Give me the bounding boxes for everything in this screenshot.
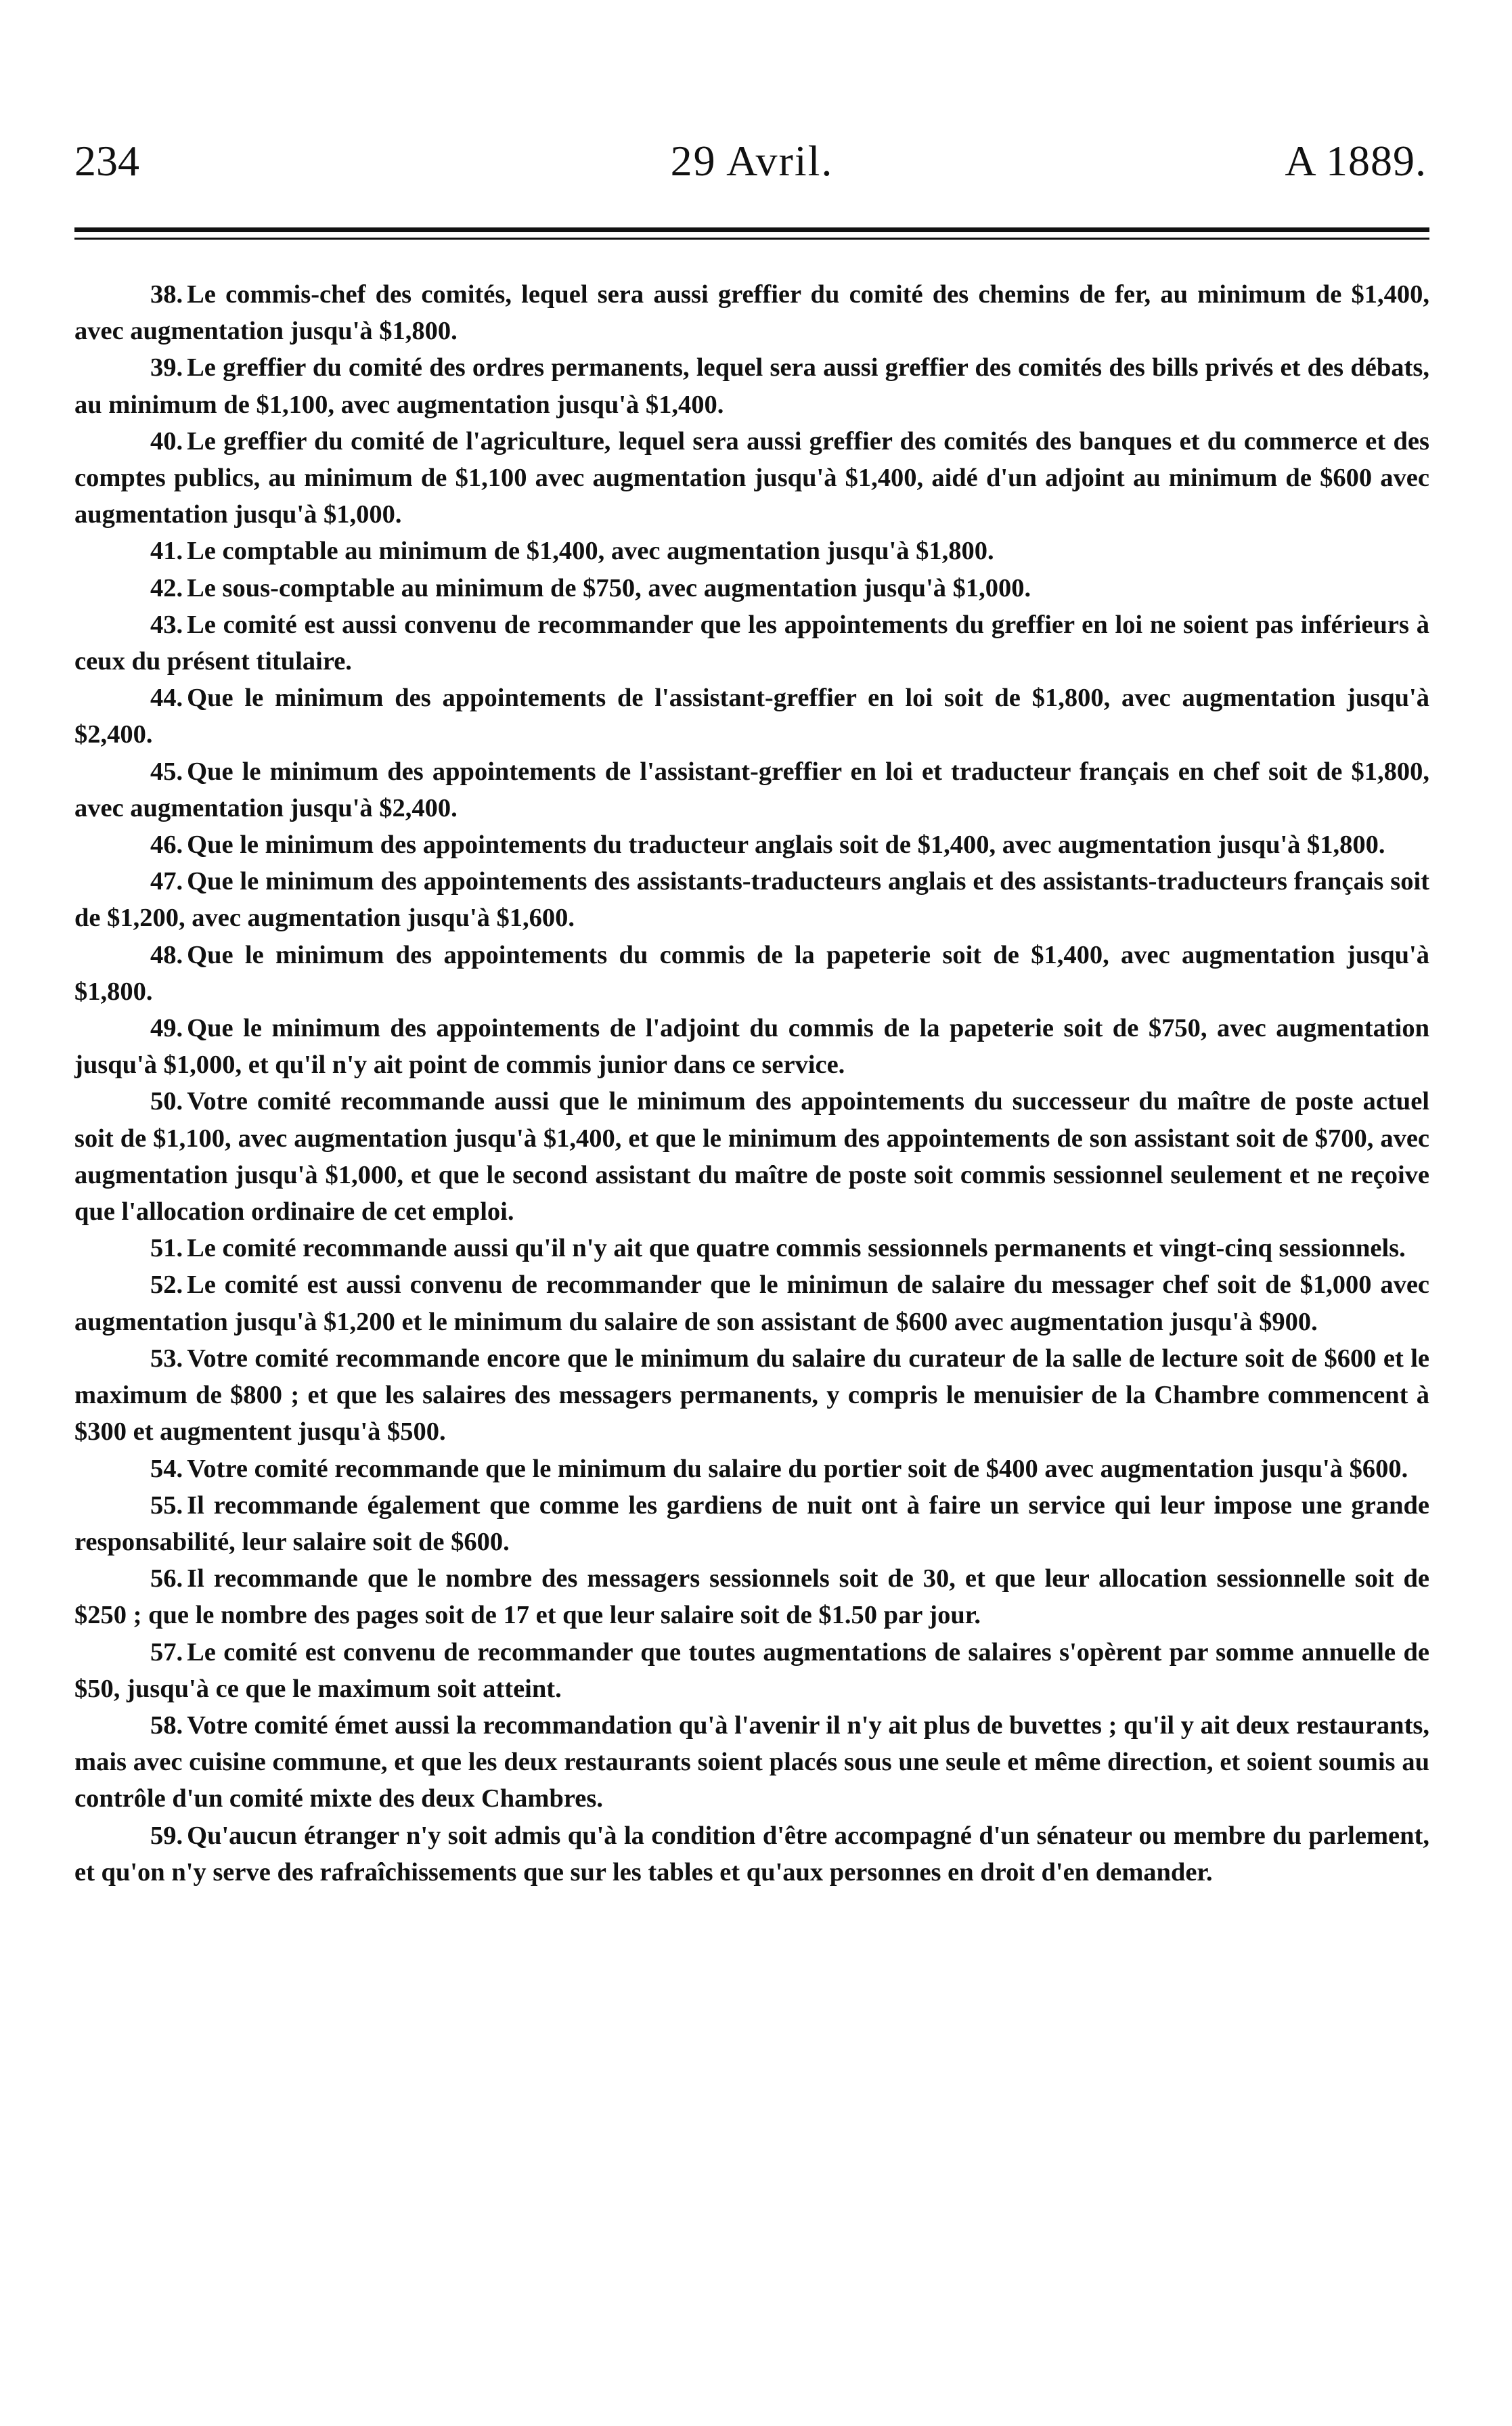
paragraph-number: 53. <box>150 1344 183 1373</box>
header-rule-thick <box>74 227 1429 232</box>
paragraph-46 <box>74 826 1429 863</box>
paragraph-42 <box>74 570 1429 606</box>
paragraph-text: Le comité recommande aussi qu'il n'y ait que quatre commis sessionnels permanents et vingt-cinq sessionnels. <box>187 1234 1406 1263</box>
paragraph-number: 55. <box>150 1491 183 1520</box>
paragraph-text: Que le minimum des appointements de l'assistant-greffier en loi soit de $1,800, avec augmentation jusqu'à $2,400. <box>74 684 1429 749</box>
paragraph-number: 49. <box>150 1014 183 1043</box>
paragraph-text: Votre comité recommande encore que le minimum du salaire du curateur de la salle de lecture soit de $600 et le maximum de $800 ; et que les salaires des messagers permanents, y compris le menuisier de la Chambre commencent à $300 et augmentent jusqu'à $500. <box>74 1344 1429 1447</box>
paragraph-text: Que le minimum des appointements des assistants-traducteurs anglais et des assistants-traducteurs français soit de $1,200, avec augmentation jusqu'à $1,600. <box>74 867 1429 933</box>
paragraph-56 <box>74 1560 1429 1633</box>
paragraph-number: 47. <box>150 867 183 896</box>
paragraph-54 <box>74 1451 1429 1487</box>
paragraph-52 <box>74 1266 1429 1340</box>
paragraph-number: 39. <box>150 353 183 382</box>
paragraph-text: Le comité est aussi convenu de recommander que le minimun de salaire du messager chef soit de $1,000 avec augmentation jusqu'à $1,200 et le minimum du salaire de son assistant de $600 avec augmentation jusqu'à $900. <box>74 1271 1429 1336</box>
paragraph-text: Le comité est aussi convenu de recommander que les appointements du greffier en loi ne soient pas inférieurs à ceux du présent titulaire. <box>74 610 1429 676</box>
paragraph-55 <box>74 1487 1429 1560</box>
paragraph-number: 59. <box>150 1821 183 1850</box>
paragraph-40 <box>74 423 1429 533</box>
paragraph-38 <box>74 276 1429 349</box>
paragraph-number: 38. <box>150 280 183 309</box>
running-title: 29 Avril. <box>670 137 834 185</box>
paragraph-text: Le comité est convenu de recommander que toutes augmentations de salaires s'opèrent par somme annuelle de $50, jusqu'à ce que le maximum soit atteint. <box>74 1637 1429 1703</box>
paragraph-48 <box>74 937 1429 1010</box>
paragraph-number: 48. <box>150 940 183 969</box>
paragraph-number: 54. <box>150 1454 183 1483</box>
paragraph-53 <box>74 1340 1429 1451</box>
paragraph-text: Votre comité émet aussi la recommandation qu'à l'avenir il n'y ait plus de buvettes ; qu'il y ait deux restaurants, mais avec cuisine commune, et que les deux restaurants soient placés sous une seule et même direction, et soient soumis au contrôle d'un comité mixte des deux Chambres. <box>74 1711 1429 1813</box>
paragraph-text: Le greffier du comité de l'agriculture, lequel sera aussi greffier des comités des banques et du commerce et des comptes publics, au minimum de $1,100 avec augmentation jusqu'à $1,400, aidé d'un adjoint au minimum de $600 avec augmentation jusqu'à $1,000. <box>74 426 1429 529</box>
paragraph-number: 44. <box>150 684 183 713</box>
paragraph-text: Votre comité recommande aussi que le minimum des appointements du successeur du maître de poste actuel soit de $1,100, avec augmentation jusqu'à $1,400, et que le minimum des appointements de son assistant soit de $700, avec augmentation jusqu'à $1,000, et que le second assistant du maître de poste soit commis sessionnel seulement et ne reçoive que l'allocation ordinaire de cet emploi. <box>74 1087 1429 1227</box>
paragraph-text: Que le minimum des appointements de l'assistant-greffier en loi et traducteur français en chef soit de $1,800, avec augmentation jusqu'à $2,400. <box>74 757 1429 822</box>
paragraph-59 <box>74 1817 1429 1891</box>
paragraph-51 <box>74 1230 1429 1266</box>
paragraph-text: Que le minimum des appointements du traducteur anglais soit de $1,400, avec augmentation jusqu'à $1,800. <box>187 831 1385 860</box>
paragraph-number: 45. <box>150 757 183 786</box>
paragraph-text: Qu'aucun étranger n'y soit admis qu'à la condition d'être accompagné d'un sénateur ou membre du parlement, et qu'on n'y serve des rafraîchissements que sur les tables et qu'aux personnes en droit d'en demander. <box>74 1821 1429 1887</box>
paragraph-43 <box>74 606 1429 680</box>
header-rule-thin <box>74 238 1429 240</box>
paragraph-number: 41. <box>150 537 183 566</box>
running-head <box>74 134 1429 188</box>
paragraph-45 <box>74 753 1429 826</box>
paragraph-number: 42. <box>150 573 183 602</box>
paragraph-text: Que le minimum des appointements du commis de la papeterie soit de $1,400, avec augmentation jusqu'à $1,800. <box>74 940 1429 1006</box>
body-text <box>74 276 1429 1891</box>
paragraph-text: Le greffier du comité des ordres permanents, lequel sera aussi greffier des comités des bills privés et des débats, au minimum de $1,100, avec augmentation jusqu'à $1,400. <box>74 353 1429 419</box>
paragraph-44 <box>74 680 1429 753</box>
paragraph-58 <box>74 1707 1429 1817</box>
paragraph-57 <box>74 1634 1429 1707</box>
paragraph-text: Le comptable au minimum de $1,400, avec augmentation jusqu'à $1,800. <box>187 537 994 566</box>
paragraph-39 <box>74 349 1429 422</box>
paragraph-41 <box>74 533 1429 569</box>
paragraph-number: 40. <box>150 426 183 456</box>
paragraph-50 <box>74 1083 1429 1230</box>
paragraph-number: 52. <box>150 1271 183 1300</box>
paragraph-number: 57. <box>150 1637 183 1667</box>
document-page <box>74 0 1429 2426</box>
paragraph-number: 43. <box>150 610 183 639</box>
paragraph-number: 50. <box>150 1087 183 1116</box>
paragraph-text: Que le minimum des appointements de l'adjoint du commis de la papeterie soit de $750, avec augmentation jusqu'à $1,000, et qu'il n'y ait point de commis junior dans ce service. <box>74 1014 1429 1080</box>
paragraph-text: Votre comité recommande que le minimum du salaire du portier soit de $400 avec augmentation jusqu'à $600. <box>187 1454 1408 1483</box>
paragraph-number: 58. <box>150 1711 183 1740</box>
paragraph-number: 46. <box>150 831 183 860</box>
paragraph-text: Le commis-chef des comités, lequel sera aussi greffier du comité des chemins de fer, au minimum de $1,400, avec augmentation jusqu'à $1,800. <box>74 280 1429 346</box>
paragraph-text: Le sous-comptable au minimum de $750, avec augmentation jusqu'à $1,000. <box>187 573 1031 602</box>
paragraph-text: Il recommande également que comme les gardiens de nuit ont à faire un service qui leur impose une grande responsabilité, leur salaire soit de $600. <box>74 1491 1429 1556</box>
paragraph-text: Il recommande que le nombre des messagers sessionnels soit de 30, et que leur allocation sessionnelle soit de $250 ; que le nombre des pages soit de 17 et que leur salaire soit de $1.50 par jour. <box>74 1564 1429 1630</box>
page-number: 234 <box>74 137 139 185</box>
paragraph-49 <box>74 1010 1429 1083</box>
paragraph-number: 51. <box>150 1234 183 1263</box>
paragraph-47 <box>74 863 1429 936</box>
running-year: A 1889. <box>1285 137 1427 185</box>
paragraph-number: 56. <box>150 1564 183 1593</box>
